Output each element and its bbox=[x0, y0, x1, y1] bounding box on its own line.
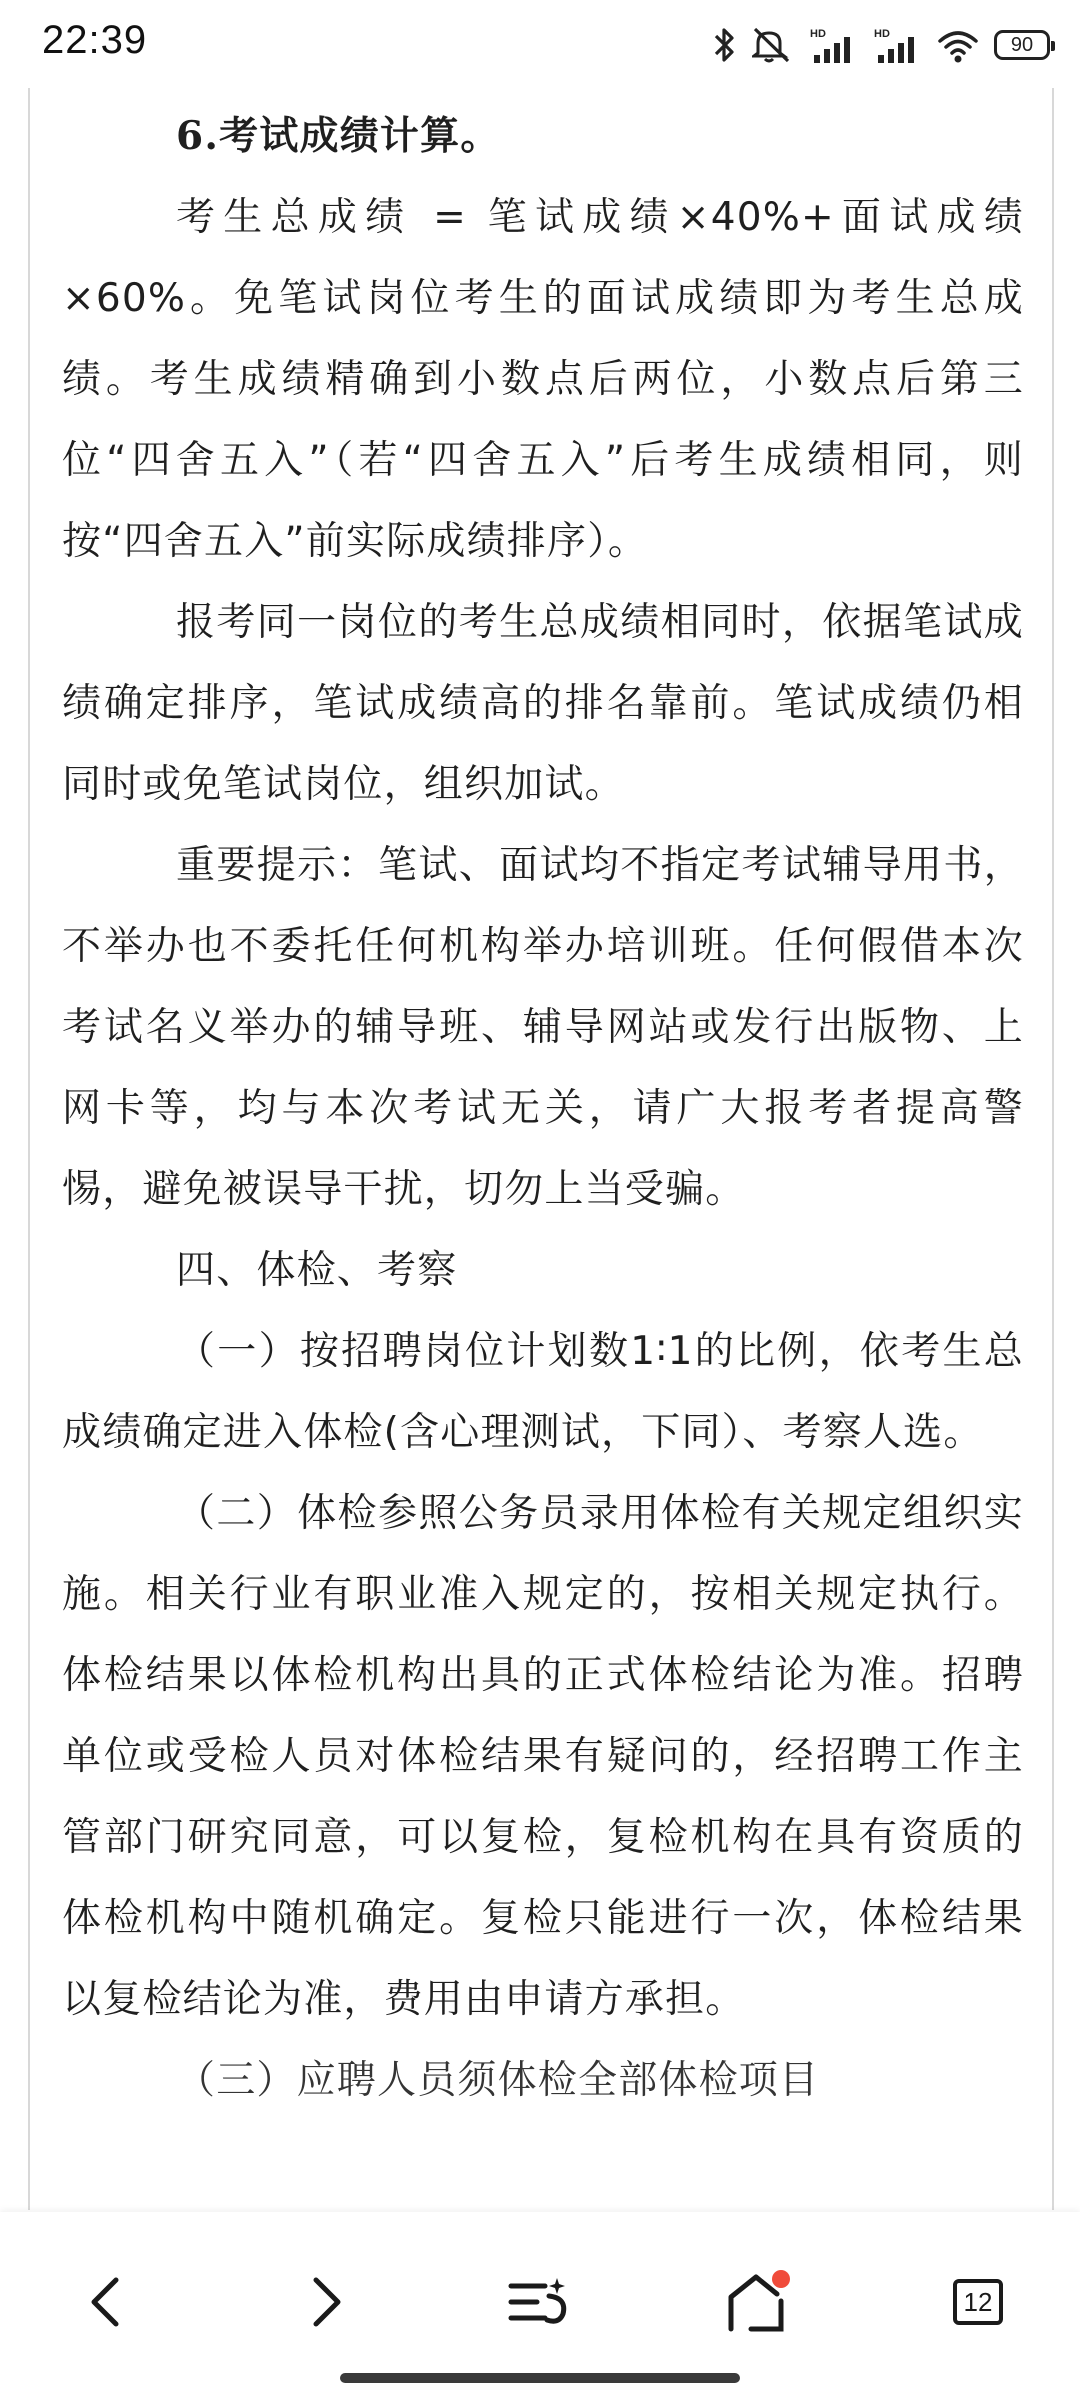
notification-dot bbox=[772, 2270, 790, 2288]
status-icons bbox=[712, 20, 1050, 70]
section-title-physical-exam: 四、体检、考察 bbox=[176, 1248, 458, 1293]
svg-text:HD: HD bbox=[874, 28, 890, 40]
paragraph-exam-selection: （一）按招聘岗位计划数1∶1的比例，依考生总成绩确定进入体检(含心理测试，下同）、考察人选。 bbox=[62, 1329, 1024, 1455]
tabs-icon bbox=[953, 2279, 1003, 2325]
forward-button[interactable] bbox=[286, 2262, 366, 2342]
section-heading: 6.考试成绩计算。 bbox=[176, 113, 501, 159]
bluetooth-icon bbox=[712, 25, 738, 65]
svg-text:HD: HD bbox=[810, 28, 826, 40]
wifi-icon bbox=[936, 25, 980, 65]
status-time: 22:39 bbox=[42, 18, 148, 62]
paragraph-partial: （三）应聘人员须体检全部体检项目 bbox=[176, 2058, 820, 2103]
mute-icon bbox=[752, 25, 794, 65]
battery-indicator bbox=[994, 30, 1050, 60]
hd-signal-icon bbox=[872, 25, 922, 65]
article-page bbox=[28, 0, 1054, 2210]
menu-icon bbox=[505, 2274, 575, 2330]
hd-signal-icon bbox=[808, 25, 858, 65]
paragraph-important-notice: 重要提示：笔试、面试均不指定考试辅导用书，不举办也不委托任何机构举办培训班。任何假借本次考试名义举办的辅导班、辅导网站或发行出版物、上网卡等，均与本次考试无关，请广大报考者提高警惕，避免被误导干扰，切勿上当受骗。 bbox=[62, 843, 1024, 1212]
tabs-count: 12 bbox=[963, 2286, 993, 2317]
gesture-bar[interactable] bbox=[340, 2373, 740, 2383]
back-icon bbox=[86, 2274, 126, 2330]
battery-level: 90 bbox=[1010, 33, 1034, 56]
home-icon bbox=[721, 2267, 791, 2337]
back-button[interactable] bbox=[66, 2262, 146, 2342]
menu-button[interactable] bbox=[500, 2262, 580, 2342]
forward-icon bbox=[306, 2274, 346, 2330]
article-content bbox=[62, 96, 1024, 2121]
paragraph-score-formula: 考生总成绩 = 笔试成绩×40%+面试成绩×60%。免笔试岗位考生的面试成绩即为考生总成绩。考生成绩精确到小数点后两位，小数点后第三位“四舍五入”（若“四舍五入”后考生成绩相同，则按“四舍五入”前实际成绩排序）。 bbox=[62, 195, 1024, 564]
home-button[interactable] bbox=[716, 2262, 796, 2342]
status-bar bbox=[0, 0, 1080, 88]
tabs-button[interactable] bbox=[938, 2262, 1018, 2342]
paragraph-tie-rule: 报考同一岗位的考生总成绩相同时，依据笔试成绩确定排序，笔试成绩高的排名靠前。笔试成绩仍相同时或免笔试岗位，组织加试。 bbox=[62, 600, 1024, 807]
paragraph-exam-rules: （二）体检参照公务员录用体检有关规定组织实施。相关行业有职业准入规定的，按相关规定执行。体检结果以体检机构出具的正式体检结论为准。招聘单位或受检人员对体检结果有疑问的，经招聘工作主管部门研究同意，可以复检，复检机构在具有资质的体检机构中随机确定。复检只能进行一次，体检结果以复检结论为准，费用由申请方承担。 bbox=[62, 1491, 1024, 2022]
